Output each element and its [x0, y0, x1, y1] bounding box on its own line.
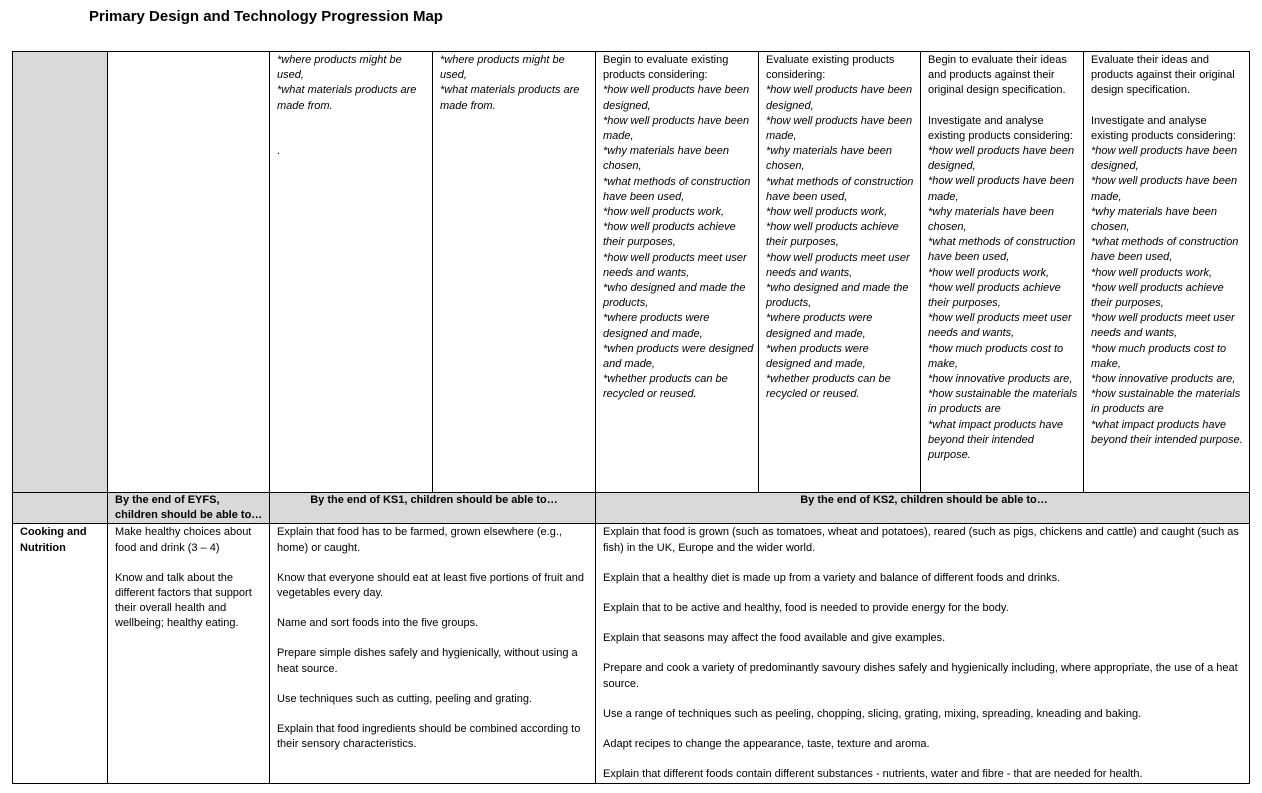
cooking-ks1-item: Name and sort foods into the five groups. [277, 617, 479, 630]
lks2-y4-points: *how well products have been designed, *how well products have been made, *why materials have been chosen, *what methods of construction have been used, *how well products work, *how well products achieve their purposes, *how well products meet user needs and wants, *who designed and made the products, *where products were designed and made, *when products were designed and made, *whether products can be recycled or reused. [766, 84, 914, 401]
lks2-y3-evaluate-cell [596, 52, 759, 493]
cooking-ks1-item: Explain that food has to be farmed, grown elsewhere (e.g., home) or caught. [277, 526, 562, 554]
ks1-y1-evaluate-text: *where products might be used, *what materials products are made from. [277, 54, 417, 112]
row-label-cooking-nutrition: Cooking and Nutrition [13, 524, 108, 784]
lks2-y3-points: *how well products have been designed, *how well products have been made, *why materials have been chosen, *what methods of construction have been used, *how well products work, *how well products achieve their purposes, *how well products meet user needs and wants, *who designed and made the products, *where products were designed and made, *when products were designed and made, *whether products can be recycled or reused. [603, 84, 754, 401]
lks2-y3-intro: Begin to evaluate existing products considering: [603, 54, 729, 82]
row-label-cell-empty [13, 52, 108, 493]
header-ks1: By the end of KS1, children should be able to… [270, 493, 596, 524]
cooking-eyfs-item: Make healthy choices about food and drink (3 – 4) [115, 526, 252, 554]
uks2-y6-intro: Evaluate their ideas and products against their original design specification. [1091, 54, 1235, 97]
uks2-y5-intro: Begin to evaluate their ideas and products against their original design specification. [928, 54, 1067, 97]
uks2-y5-points: *how well products have been designed, *how well products have been made, *why materials have been chosen, *what methods of construction have been used, *how well products work, *how well products achieve their purposes, *how well products meet user needs and wants, *how much products cost to make, *how innovative products are, *how sustainable the materials in products are *what impact products have beyond their intended purpose. [928, 145, 1078, 462]
evaluate-row [13, 52, 1250, 493]
cooking-ks1-cell [270, 524, 596, 784]
uks2-y6-intro2: Investigate and analyse existing products considering: [1091, 114, 1236, 142]
cooking-ks2-item: Explain that food is grown (such as tomatoes, wheat and potatoes), reared (such as pigs, chickens and cattle) and caught (such as fish) in the UK, Europe and the wider world. [603, 526, 1239, 554]
stage-header-row [13, 493, 1250, 524]
uks2-y5-evaluate-cell [921, 52, 1084, 493]
header-eyfs: By the end of EYFS, children should be able to… [108, 493, 270, 524]
header-ks2: By the end of KS2, children should be able to… [596, 493, 1250, 524]
cooking-ks2-item: Explain that a healthy diet is made up from a variety and balance of different foods and drinks. [603, 571, 1061, 584]
cooking-ks2-item: Use a range of techniques such as peeling, chopping, slicing, grating, mixing, spreading, kneading and baking. [603, 707, 1142, 720]
page-title: Primary Design and Technology Progression Map [89, 8, 443, 25]
cooking-ks1-item: Know that everyone should eat at least five portions of fruit and vegetables every day. [277, 571, 584, 600]
cooking-ks2-item: Adapt recipes to change the appearance, taste, texture and aroma. [603, 738, 930, 751]
cooking-ks2-item: Explain that seasons may affect the food available and give examples. [603, 632, 946, 645]
cooking-ks1-item: Prepare simple dishes safely and hygienically, without using a heat source. [277, 647, 578, 675]
cooking-eyfs-item: Know and talk about the different factors that support their overall health and wellbeing; healthy eating. [115, 571, 252, 630]
ks1-y2-evaluate-cell [433, 52, 596, 493]
stray-dot: . [277, 144, 281, 157]
eyfs-evaluate-cell [108, 52, 270, 493]
cooking-ks2-item: Explain that different foods contain different substances - nutrients, water and fibre - that are needed for health. [603, 768, 1143, 781]
uks2-y6-points: *how well products have been designed, *how well products have been made, *why materials have been chosen, *what methods of construction have been used, *how well products work, *how well products achieve their purposes, *how well products meet user needs and wants, *how much products cost to make, *how innovative products are, *how sustainable the materials in products are *what impact products have beyond their intended purpose. [1091, 145, 1243, 446]
ks1-y2-evaluate-text: *where products might be used, *what materials products are made from. [440, 54, 580, 112]
cooking-nutrition-row [13, 524, 1250, 784]
header-empty-cell [13, 493, 108, 524]
ks1-y1-evaluate-cell [270, 52, 433, 493]
uks2-y5-intro2: Investigate and analyse existing products considering: [928, 114, 1073, 142]
cooking-ks2-cell [596, 524, 1250, 784]
progression-table [12, 51, 1250, 784]
cooking-ks1-item: Use techniques such as cutting, peeling and grating. [277, 692, 532, 705]
lks2-y4-intro: Evaluate existing products considering: [766, 54, 895, 82]
cooking-ks1-item: Explain that food ingredients should be combined according to their sensory characteristics. [277, 723, 581, 751]
lks2-y4-evaluate-cell [759, 52, 921, 493]
cooking-ks2-item: Explain that to be active and healthy, food is needed to provide energy for the body. [603, 602, 1009, 615]
cooking-ks2-item: Prepare and cook a variety of predominantly savoury dishes safely and hygienically including, where appropriate, the use of a heat source. [603, 662, 1238, 690]
uks2-y6-evaluate-cell [1084, 52, 1250, 493]
cooking-eyfs-cell [108, 524, 270, 784]
